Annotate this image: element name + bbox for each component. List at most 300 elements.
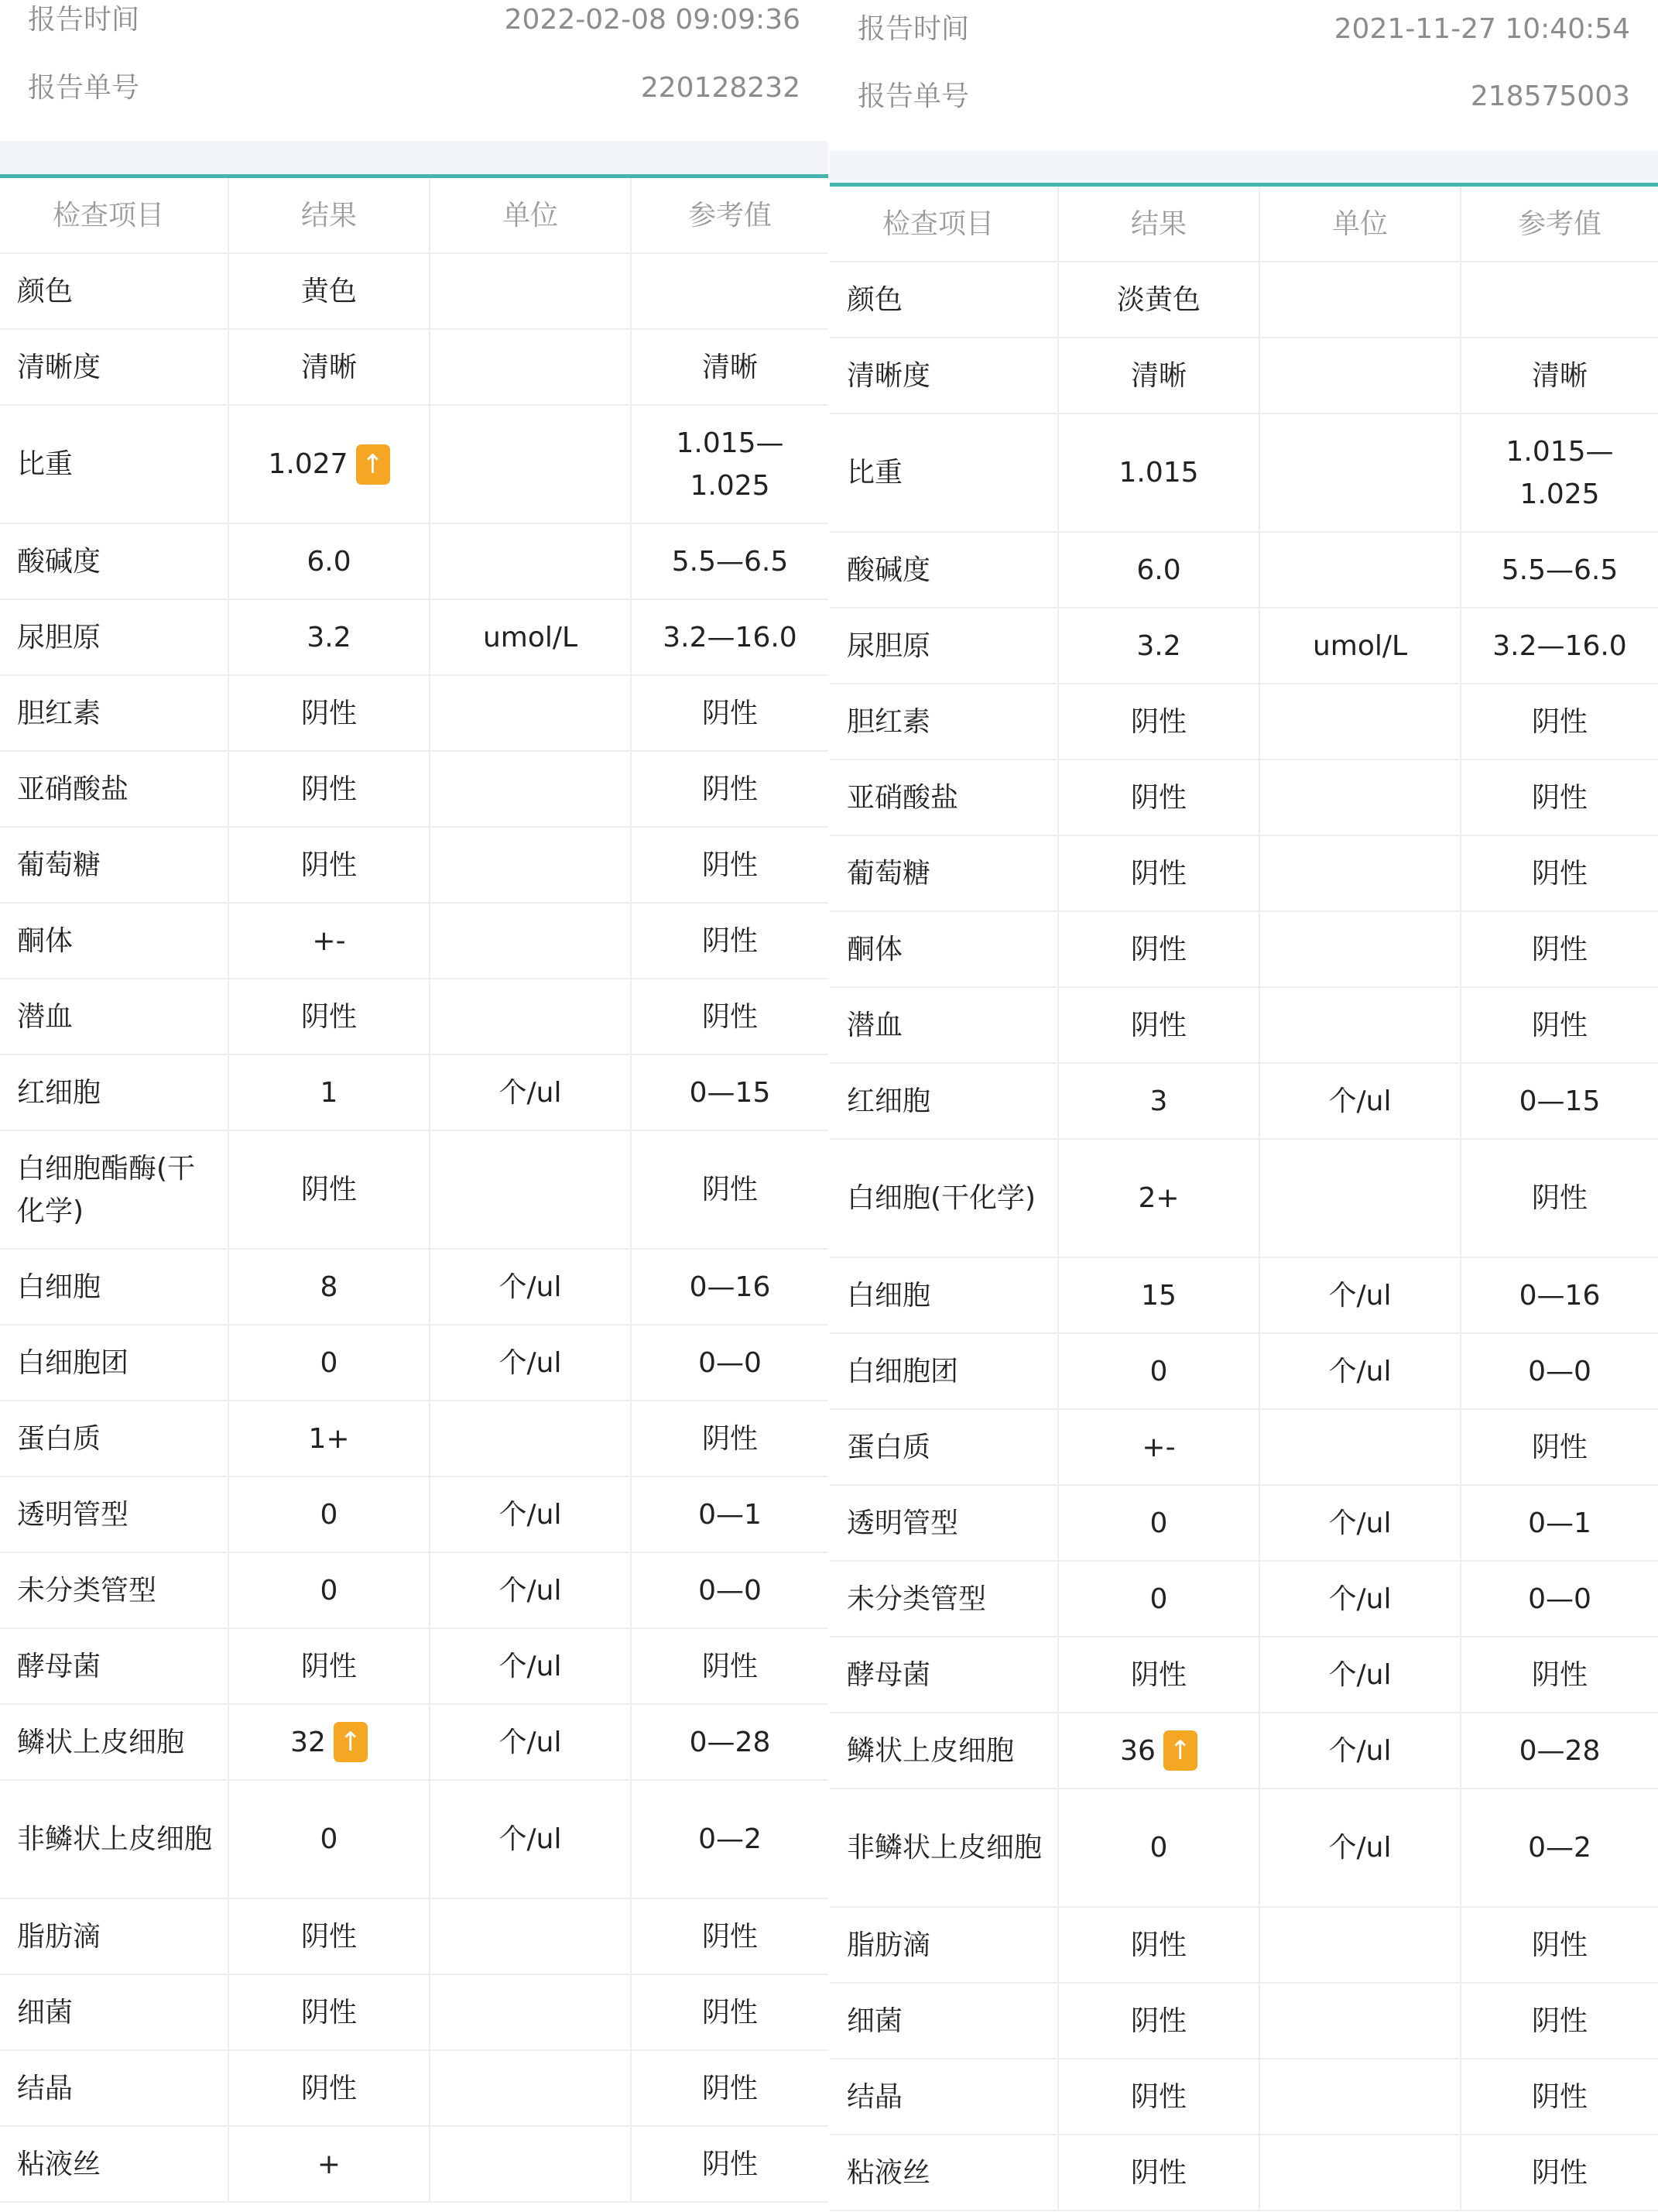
reference-cell xyxy=(1461,533,1658,607)
result-table xyxy=(0,178,828,2203)
unit-text: 个/ul xyxy=(1328,1507,1392,1539)
unit-cell xyxy=(1260,609,1461,683)
result-text: 阴性 xyxy=(1130,2005,1187,2037)
item-text: 胆红素 xyxy=(17,697,101,729)
arrow-up-icon: ↑ xyxy=(356,444,390,485)
reference-cell xyxy=(632,1477,828,1552)
item-text: 结晶 xyxy=(847,2080,903,2113)
item-cell xyxy=(0,600,229,674)
unit-cell xyxy=(430,406,632,523)
reference-cell xyxy=(632,330,828,404)
item-text: 酵母菌 xyxy=(17,1650,101,1682)
result-text: 阴性 xyxy=(1130,1658,1187,1691)
report-number-row xyxy=(830,74,1658,120)
reference-text: 阴性 xyxy=(701,1422,758,1455)
item-cell xyxy=(830,338,1059,413)
item-text: 粘液丝 xyxy=(847,2156,931,2189)
reference-cell xyxy=(1461,1789,1658,1906)
reference-text: 阴性 xyxy=(1531,2156,1588,2189)
unit-text: 个/ul xyxy=(1328,1734,1392,1767)
unit-cell xyxy=(430,1553,632,1627)
reference-text: 0—15 xyxy=(1519,1085,1601,1117)
table-row xyxy=(0,1781,828,1899)
unit-cell xyxy=(1260,988,1461,1062)
report-time-value: 2021-11-27 10:40:54 xyxy=(1334,13,1630,45)
item-cell xyxy=(0,1131,229,1248)
table-row xyxy=(830,912,1658,988)
item-text: 白细胞团 xyxy=(847,1355,959,1387)
column-header-item: 检查项目 xyxy=(0,178,229,252)
result-text: 2+ xyxy=(1138,1182,1180,1214)
item-cell xyxy=(0,1477,229,1552)
unit-text: 个/ul xyxy=(498,1076,562,1109)
column-header-unit: 单位 xyxy=(430,178,632,252)
table-row xyxy=(830,1140,1658,1258)
result-cell xyxy=(229,2051,430,2125)
item-text: 潜血 xyxy=(17,1000,74,1033)
report-panel-right xyxy=(830,0,1658,2212)
item-cell xyxy=(0,1705,229,1779)
unit-cell xyxy=(1260,1258,1461,1332)
item-text: 细菌 xyxy=(17,1996,74,2029)
unit-cell xyxy=(430,1705,632,1779)
table-row xyxy=(830,1334,1658,1410)
unit-cell xyxy=(430,2051,632,2125)
reference-text: 0—2 xyxy=(698,1823,762,1855)
result-cell xyxy=(229,1899,430,1974)
reference-cell xyxy=(1461,1984,1658,2058)
unit-cell xyxy=(430,828,632,902)
result-cell xyxy=(1059,1064,1260,1138)
unit-text: 个/ul xyxy=(1328,1583,1392,1615)
item-text: 酮体 xyxy=(17,924,74,957)
unit-text: 个/ul xyxy=(1328,1355,1392,1387)
table-row xyxy=(0,828,828,904)
result-cell xyxy=(229,1250,430,1324)
unit-cell xyxy=(1260,1713,1461,1788)
reference-cell xyxy=(1461,1258,1658,1332)
reference-text: 阴性 xyxy=(701,1996,758,2029)
arrow-up-icon: ↑ xyxy=(334,1722,368,1762)
unit-cell xyxy=(1260,1908,1461,1982)
report-time-label: 报告时间 xyxy=(858,13,970,45)
table-row xyxy=(0,2127,828,2203)
item-cell xyxy=(0,904,229,978)
result-text: + xyxy=(317,2148,341,2180)
result-text: 阴性 xyxy=(1130,1929,1187,1961)
reference-text: 阴性 xyxy=(1531,1009,1588,1041)
result-cell xyxy=(229,254,430,328)
unit-cell xyxy=(430,1975,632,2049)
unit-cell xyxy=(430,600,632,674)
item-text: 非鳞状上皮细胞 xyxy=(847,1832,1043,1864)
section-divider-band xyxy=(830,151,1658,183)
table-row xyxy=(0,752,828,828)
reference-text: 阴性 xyxy=(701,2072,758,2104)
unit-text: 个/ul xyxy=(1328,1279,1392,1312)
reference-text: 0—1 xyxy=(1528,1507,1591,1539)
table-row xyxy=(830,1908,1658,1984)
unit-cell xyxy=(1260,1064,1461,1138)
reference-cell xyxy=(632,979,828,1054)
table-row xyxy=(830,1410,1658,1486)
unit-text: 个/ul xyxy=(1328,1085,1392,1117)
reference-text: 0—0 xyxy=(698,1574,762,1607)
item-cell xyxy=(0,828,229,902)
unit-cell xyxy=(430,1401,632,1476)
result-text: 0 xyxy=(320,1346,338,1379)
item-cell xyxy=(0,1250,229,1324)
result-cell xyxy=(229,406,430,523)
reference-text: 0—16 xyxy=(689,1271,771,1303)
reference-cell xyxy=(1461,1064,1658,1138)
item-text: 红细胞 xyxy=(847,1085,931,1117)
item-cell xyxy=(830,1638,1059,1712)
reference-cell xyxy=(1461,760,1658,835)
unit-cell xyxy=(1260,2059,1461,2134)
table-row xyxy=(0,1629,828,1705)
reference-text: 阴性 xyxy=(701,849,758,881)
result-text: 1+ xyxy=(308,1422,350,1455)
result-text: 阴性 xyxy=(300,697,357,729)
item-text: 酸碱度 xyxy=(17,545,101,578)
item-cell xyxy=(830,1064,1059,1138)
item-text: 酮体 xyxy=(847,933,903,965)
reference-text: 阴性 xyxy=(1531,781,1588,814)
result-text: 阴性 xyxy=(300,1920,357,1953)
reference-cell xyxy=(632,254,828,328)
item-text: 细菌 xyxy=(847,2005,903,2037)
reference-text: 阴性 xyxy=(701,2148,758,2180)
item-cell xyxy=(830,1334,1059,1408)
reference-cell xyxy=(1461,1410,1658,1484)
result-cell xyxy=(1059,262,1260,337)
result-table xyxy=(830,187,1658,2211)
reference-text: 阴性 xyxy=(701,1920,758,1953)
reference-text: 阴性 xyxy=(701,1174,758,1205)
unit-cell xyxy=(1260,684,1461,759)
result-cell xyxy=(229,1131,430,1248)
item-text: 尿胆原 xyxy=(847,629,931,662)
reference-cell xyxy=(632,1553,828,1627)
item-text: 红细胞 xyxy=(17,1076,101,1109)
result-text: +- xyxy=(312,924,346,957)
item-text: 清晰度 xyxy=(17,351,101,383)
table-row xyxy=(830,338,1658,414)
column-header-unit: 单位 xyxy=(1260,187,1461,261)
table-row xyxy=(0,2051,828,2127)
reference-text: 0—28 xyxy=(1519,1734,1601,1767)
item-text: 白细胞团 xyxy=(17,1346,129,1379)
table-row xyxy=(0,254,828,330)
reference-text: 阴性 xyxy=(701,1000,758,1033)
result-cell xyxy=(1059,1410,1260,1484)
result-cell xyxy=(1059,1789,1260,1906)
item-text: 未分类管型 xyxy=(17,1574,157,1607)
item-text: 潜血 xyxy=(847,1009,903,1041)
unit-text: 个/ul xyxy=(498,1346,562,1379)
item-cell xyxy=(830,1908,1059,1982)
reference-text: 0—0 xyxy=(1528,1355,1591,1387)
result-cell xyxy=(1059,1486,1260,1560)
item-cell xyxy=(0,1055,229,1130)
reference-text: 5.5—6.5 xyxy=(1501,554,1619,586)
result-text: 0 xyxy=(320,1498,338,1531)
report-time-value: 2022-02-08 09:09:36 xyxy=(504,4,800,36)
reference-cell xyxy=(1461,912,1658,986)
result-cell xyxy=(1059,836,1260,911)
result-text: 阴性 xyxy=(1130,2156,1187,2189)
reference-cell xyxy=(1461,1562,1658,1636)
reference-cell xyxy=(632,1899,828,1974)
item-cell xyxy=(0,1781,229,1898)
item-cell xyxy=(830,988,1059,1062)
item-text: 白细胞酯酶(干化学) xyxy=(17,1152,196,1227)
table-row xyxy=(0,1325,828,1401)
unit-text: 个/ul xyxy=(498,1726,562,1758)
result-text: 15 xyxy=(1141,1279,1177,1312)
item-cell xyxy=(830,836,1059,911)
result-cell xyxy=(1059,1713,1260,1788)
reference-cell xyxy=(632,1250,828,1324)
unit-text: 个/ul xyxy=(498,1574,562,1607)
item-cell xyxy=(830,912,1059,986)
unit-cell xyxy=(430,1477,632,1552)
unit-cell xyxy=(430,1629,632,1703)
result-text: 32 xyxy=(290,1726,326,1758)
reference-cell xyxy=(1461,414,1658,531)
reference-text: 清晰 xyxy=(701,351,758,383)
result-cell xyxy=(1059,533,1260,607)
result-cell xyxy=(1059,1258,1260,1332)
item-cell xyxy=(830,414,1059,531)
report-number-label: 报告单号 xyxy=(28,72,140,104)
item-text: 亚硝酸盐 xyxy=(17,773,129,805)
report-number-row xyxy=(0,65,828,111)
reference-text: 5.5—6.5 xyxy=(671,545,789,578)
unit-cell xyxy=(430,1325,632,1400)
reference-text: 阴性 xyxy=(1531,2005,1588,2037)
item-cell xyxy=(0,2051,229,2125)
unit-text: 个/ul xyxy=(498,1271,562,1303)
reference-text: 阴性 xyxy=(701,773,758,805)
reference-cell xyxy=(1461,684,1658,759)
item-cell xyxy=(0,1401,229,1476)
reference-cell xyxy=(1461,262,1658,337)
unit-cell xyxy=(430,330,632,404)
report-time-row xyxy=(0,0,828,43)
item-text: 清晰度 xyxy=(847,359,931,392)
unit-text: 个/ul xyxy=(1328,1658,1392,1691)
result-cell xyxy=(1059,684,1260,759)
unit-text: 个/ul xyxy=(498,1823,562,1855)
item-cell xyxy=(0,1325,229,1400)
result-text: 0 xyxy=(1149,1832,1168,1864)
report-header xyxy=(830,0,1658,151)
table-row xyxy=(830,1789,1658,1908)
reference-cell xyxy=(1461,1486,1658,1560)
unit-cell xyxy=(430,1131,632,1248)
reference-cell xyxy=(632,600,828,674)
result-text: 阴性 xyxy=(1130,705,1187,738)
table-row xyxy=(830,988,1658,1064)
table-row xyxy=(830,1064,1658,1140)
reference-cell xyxy=(1461,836,1658,911)
reference-text: 阴性 xyxy=(701,697,758,729)
table-row xyxy=(0,676,828,752)
report-time-row xyxy=(830,6,1658,53)
item-text: 蛋白质 xyxy=(17,1422,101,1455)
result-text: 阴性 xyxy=(1130,933,1187,965)
item-cell xyxy=(0,524,229,598)
item-cell xyxy=(830,609,1059,683)
item-cell xyxy=(830,262,1059,337)
result-cell xyxy=(1059,1984,1260,2058)
item-text: 亚硝酸盐 xyxy=(847,781,959,814)
result-text: 阴性 xyxy=(1130,2080,1187,2113)
reference-cell xyxy=(1461,1713,1658,1788)
table-row xyxy=(830,836,1658,912)
result-cell xyxy=(229,600,430,674)
reference-cell xyxy=(1461,988,1658,1062)
item-text: 葡萄糖 xyxy=(17,849,101,881)
table-row xyxy=(0,1401,828,1477)
result-text: 阴性 xyxy=(300,1996,357,2029)
result-text: 3.2 xyxy=(307,621,351,653)
item-text: 颜色 xyxy=(847,283,903,316)
result-cell xyxy=(229,1705,430,1779)
result-cell xyxy=(229,752,430,826)
item-cell xyxy=(0,676,229,750)
result-text: 0 xyxy=(320,1823,338,1855)
unit-cell xyxy=(430,979,632,1054)
unit-cell xyxy=(1260,414,1461,531)
unit-cell xyxy=(430,254,632,328)
item-text: 比重 xyxy=(17,448,74,480)
unit-cell xyxy=(430,1899,632,1974)
result-cell xyxy=(1059,912,1260,986)
unit-cell xyxy=(430,904,632,978)
reference-text: 0—28 xyxy=(689,1726,771,1758)
reference-text: 阴性 xyxy=(1531,933,1588,965)
reference-text: 清晰 xyxy=(1531,359,1588,392)
unit-cell xyxy=(430,524,632,598)
reference-cell xyxy=(632,676,828,750)
table-row xyxy=(0,1705,828,1781)
reference-cell xyxy=(1461,1334,1658,1408)
table-row xyxy=(0,600,828,676)
reference-text: 0—0 xyxy=(1528,1583,1591,1615)
item-text: 结晶 xyxy=(17,2072,74,2104)
unit-cell xyxy=(430,1055,632,1130)
item-cell xyxy=(0,2127,229,2201)
reference-cell xyxy=(632,1325,828,1400)
unit-cell xyxy=(430,1781,632,1898)
item-text: 脂肪滴 xyxy=(847,1929,931,1961)
table-header-row xyxy=(0,178,828,254)
item-text: 酸碱度 xyxy=(847,554,931,586)
reference-text: 0—1 xyxy=(698,1498,762,1531)
reference-cell xyxy=(632,1781,828,1898)
item-text: 非鳞状上皮细胞 xyxy=(17,1823,213,1855)
unit-cell xyxy=(1260,1984,1461,2058)
reference-text: 阴性 xyxy=(1531,2080,1588,2113)
column-header-item: 检查项目 xyxy=(830,187,1059,261)
reference-cell xyxy=(1461,1140,1658,1257)
unit-cell xyxy=(1260,1789,1461,1906)
reference-cell xyxy=(632,1055,828,1130)
unit-cell xyxy=(430,676,632,750)
item-text: 尿胆原 xyxy=(17,621,101,653)
reference-text: 1.015— 1.025 xyxy=(1506,435,1614,510)
unit-cell xyxy=(1260,760,1461,835)
item-cell xyxy=(0,406,229,523)
item-text: 未分类管型 xyxy=(847,1583,987,1615)
reference-cell xyxy=(632,1629,828,1703)
table-row xyxy=(0,1899,828,1975)
result-text: 阴性 xyxy=(300,773,357,805)
table-row xyxy=(0,1055,828,1131)
unit-cell xyxy=(1260,262,1461,337)
unit-cell xyxy=(1260,2135,1461,2210)
item-cell xyxy=(0,1553,229,1627)
result-text: 3 xyxy=(1149,1085,1168,1117)
result-text: 淡黄色 xyxy=(1116,283,1201,316)
unit-cell xyxy=(1260,1638,1461,1712)
reference-cell xyxy=(632,904,828,978)
unit-cell xyxy=(430,752,632,826)
item-text: 鳞状上皮细胞 xyxy=(17,1726,185,1758)
item-cell xyxy=(830,1789,1059,1906)
table-row xyxy=(0,330,828,406)
table-row xyxy=(830,1984,1658,2059)
item-text: 葡萄糖 xyxy=(847,857,931,890)
reference-cell xyxy=(1461,2135,1658,2210)
table-row xyxy=(830,609,1658,684)
item-cell xyxy=(830,1713,1059,1788)
item-text: 脂肪滴 xyxy=(17,1920,101,1953)
result-cell xyxy=(229,676,430,750)
item-cell xyxy=(0,752,229,826)
item-text: 比重 xyxy=(847,457,903,489)
table-row xyxy=(830,2059,1658,2135)
section-divider-band xyxy=(0,141,828,174)
result-cell xyxy=(1059,338,1260,413)
result-cell xyxy=(1059,1638,1260,1712)
result-text: +- xyxy=(1142,1431,1176,1463)
result-cell xyxy=(1059,609,1260,683)
arrow-up-icon: ↑ xyxy=(1163,1730,1197,1771)
item-text: 颜色 xyxy=(17,275,74,307)
unit-cell xyxy=(1260,1562,1461,1636)
table-row xyxy=(0,524,828,600)
reference-text: 阴性 xyxy=(1531,1182,1588,1214)
reference-cell xyxy=(632,2051,828,2125)
unit-cell xyxy=(1260,1410,1461,1484)
reference-cell xyxy=(1461,338,1658,413)
table-row xyxy=(830,262,1658,338)
result-text: 黄色 xyxy=(300,275,357,307)
result-text: 阴性 xyxy=(300,1650,357,1682)
reference-cell xyxy=(632,524,828,598)
reference-cell xyxy=(632,1401,828,1476)
table-row xyxy=(830,1713,1658,1789)
item-text: 白细胞 xyxy=(847,1279,931,1312)
reference-cell xyxy=(632,828,828,902)
item-cell xyxy=(830,1984,1059,2058)
result-text: 阴性 xyxy=(300,1174,357,1205)
result-text: 阴性 xyxy=(300,849,357,881)
